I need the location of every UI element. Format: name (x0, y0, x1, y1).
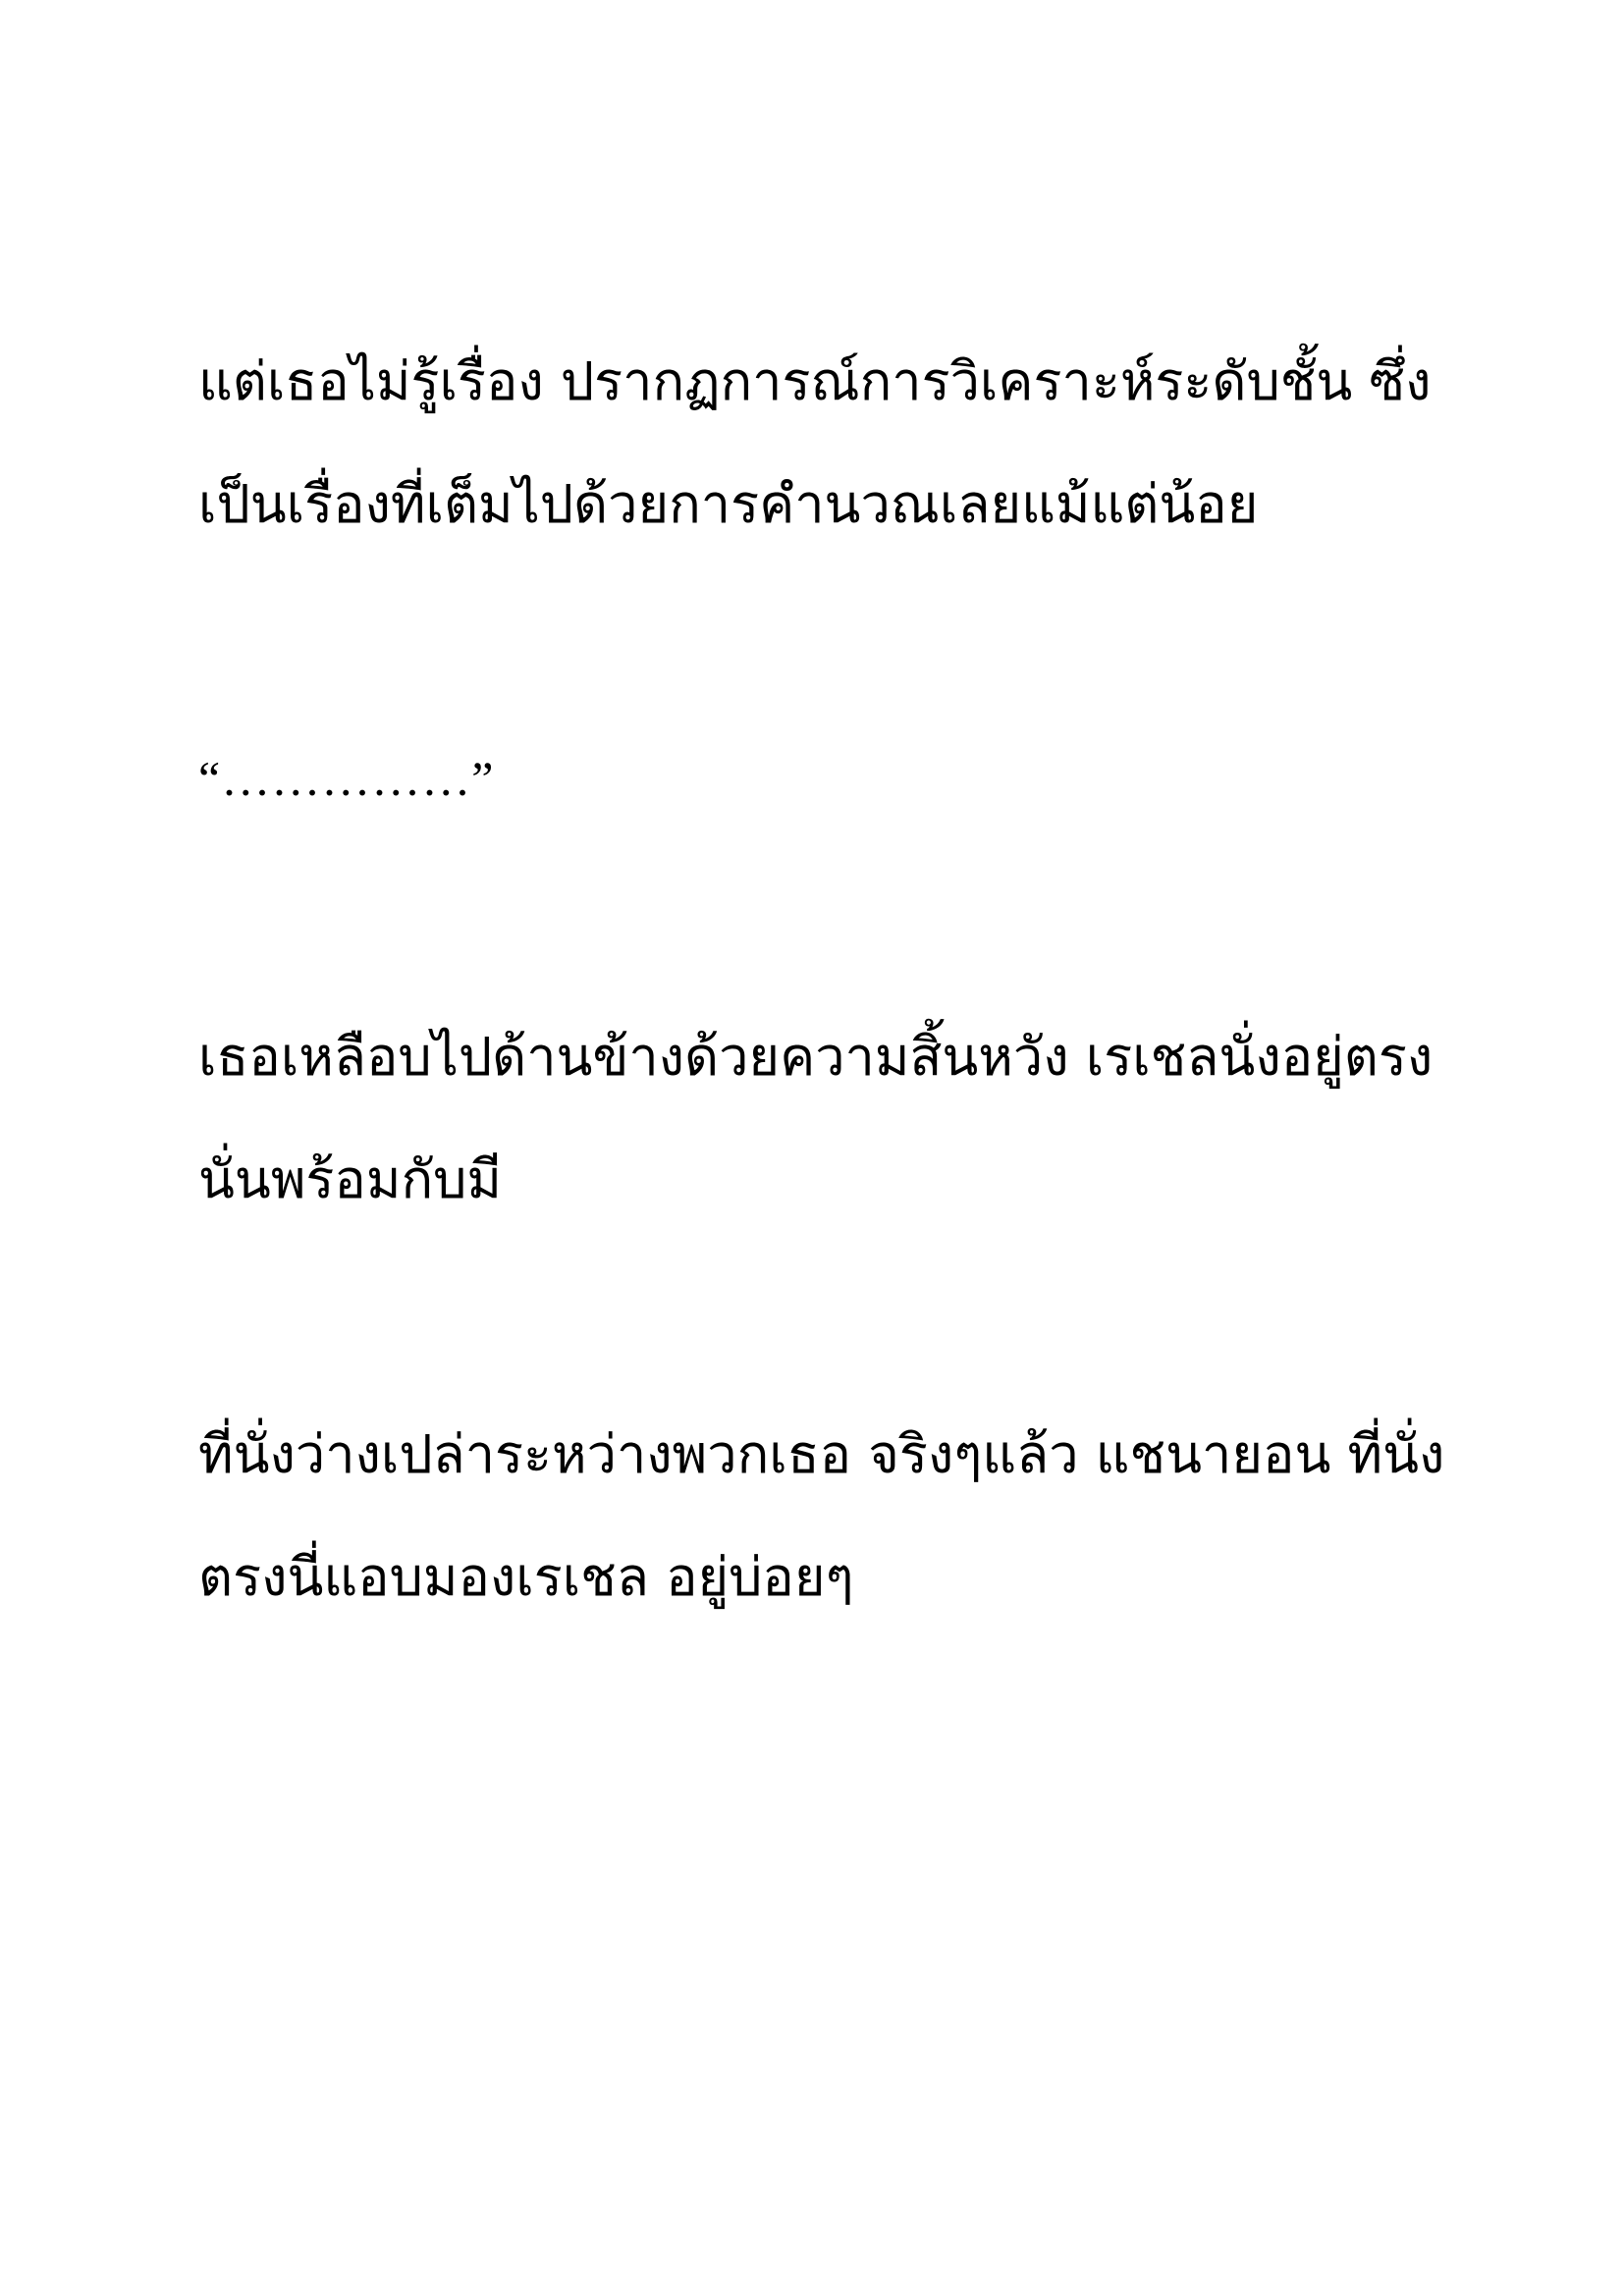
paragraph-line: ที่นั่งว่างเปล่าระหว่างพวกเธอ จริงๆแล้ว แชนายอน ที่นั่ง (198, 1423, 1445, 1485)
paragraph-line: เป็นเรื่องที่เต็มไปด้วยการคำนวณเลยแม้แต่น้อย (198, 473, 1259, 535)
paragraph-line: แต่เธอไม่รู้เรื่อง ปรากฏการณ์การวิเคราะห์ระดับชั้น ซึ่ง (198, 350, 1432, 412)
ellipsis-quote: “……………” (198, 751, 495, 806)
paragraph-line: เธอเหลือบไปด้านข้างด้วยความสิ้นหวัง เรเชลนั่งอยู่ตรง (198, 1026, 1434, 1088)
paragraph-line: นั่นพร้อมกับมี (198, 1148, 503, 1210)
paragraph-line: ตรงนี่แอบมองเรเชล อยู่บ่อยๆ (198, 1546, 854, 1608)
